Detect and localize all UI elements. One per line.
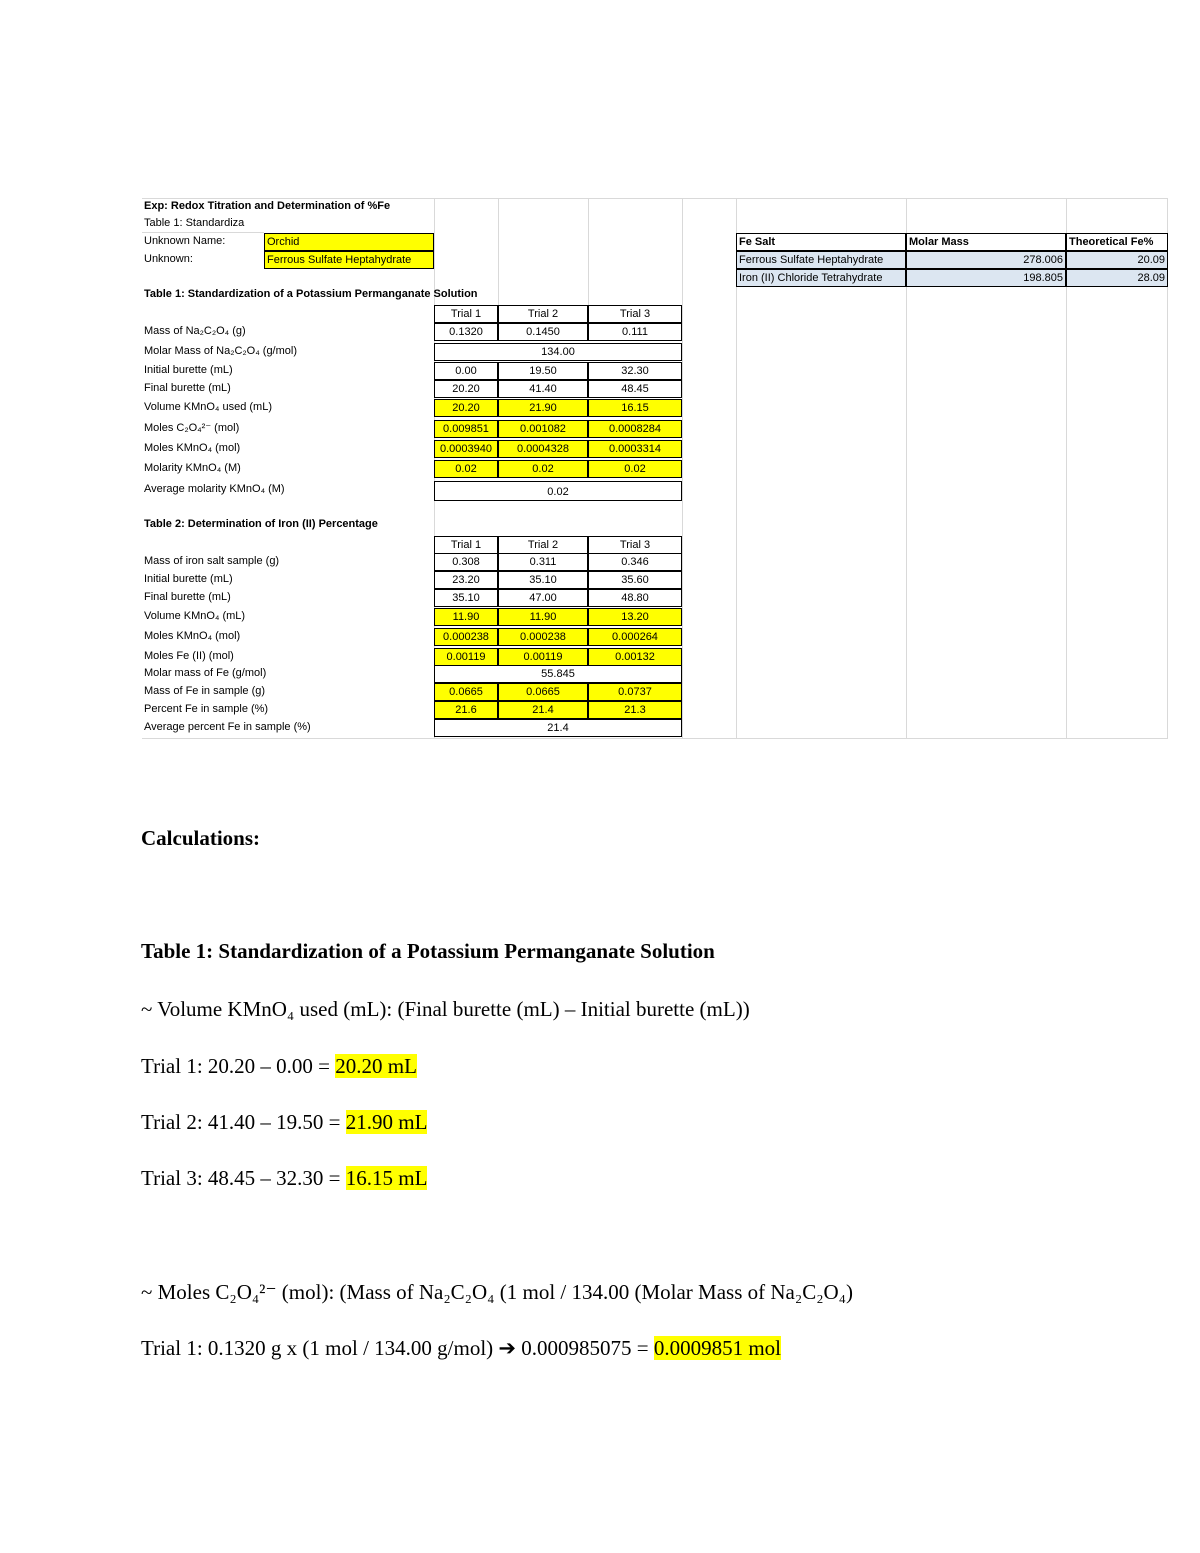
t2-moles-kmno4-value: 0.000238 — [498, 628, 588, 646]
side-row-molar-mass: 198.805 — [906, 269, 1066, 287]
t1-trial-header: Trial 1 — [434, 305, 498, 323]
t1-mass-value: 0.111 — [588, 323, 682, 341]
volume-formula: ~ Volume KMnO₄ used (mL): (Final burette (mL) – Initial burette (mL)) — [141, 997, 750, 1021]
t2-final-value: 35.10 — [434, 589, 498, 607]
t2-mass-fe-value: 0.0665 — [434, 683, 498, 701]
t2-mass-salt-value: 0.311 — [498, 553, 588, 571]
t2-volume-label: Volume KMnO₄ (mL) — [144, 610, 246, 622]
t1-initial-value: 32.30 — [588, 362, 682, 380]
moles-trial1-line — [141, 1336, 781, 1361]
side-row-molar-mass: 278.006 — [906, 251, 1066, 269]
t2-final-label: Final burette (mL) — [144, 591, 231, 603]
grid-line — [142, 738, 1168, 739]
t2-trial-header: Trial 3 — [588, 536, 682, 554]
t2-moles-fe-value: 0.00119 — [498, 648, 588, 666]
t2-initial-value: 35.60 — [588, 571, 682, 589]
t1-moles-kmno4-value: 0.0003314 — [588, 440, 682, 458]
trial1-result: 20.20 mL — [335, 1054, 417, 1078]
table1-short-label: Table 1: Standardiza — [142, 215, 264, 233]
t2-mass-fe-value: 0.0665 — [498, 683, 588, 701]
t1-trial-header: Trial 3 — [588, 305, 682, 323]
table2-title: Table 2: Determination of Iron (II) Percentage — [144, 518, 378, 530]
t2-percent-fe-value: 21.3 — [588, 701, 682, 719]
t1-final-value: 48.45 — [588, 380, 682, 398]
t2-moles-fe-value: 0.00119 — [434, 648, 498, 666]
side-header-theoretical: Theoretical Fe% — [1066, 233, 1168, 251]
t1-final-value: 41.40 — [498, 380, 588, 398]
t1-volume-value: 16.15 — [588, 399, 682, 417]
t2-volume-value: 11.90 — [434, 608, 498, 626]
t1-molar-mass-value: 134.00 — [434, 343, 682, 361]
t1-moles-kmno4-value: 0.0004328 — [498, 440, 588, 458]
moles-formula: ~ Moles C₂O₄²⁻ (mol): (Mass of Na₂C₂O₄ (1 mol / 134.00 (Molar Mass of Na₂C₂O₄) — [141, 1280, 854, 1304]
trial2-result: 21.90 mL — [345, 1110, 428, 1134]
side-row-name: Iron (II) Chloride Tetrahydrate — [736, 269, 906, 287]
t2-moles-kmno4-value: 0.000264 — [588, 628, 682, 646]
t2-trial-header: Trial 2 — [498, 536, 588, 554]
side-header-fe-salt: Fe Salt — [736, 233, 906, 251]
t2-moles-fe-label: Moles Fe (II) (mol) — [144, 650, 234, 662]
t1-molarity-value: 0.02 — [588, 460, 682, 478]
t1-moles-c2o4-label: Moles C₂O₄²⁻ (mol) — [144, 422, 240, 434]
t2-percent-fe-value: 21.6 — [434, 701, 498, 719]
t1-moles-c2o4-value: 0.009851 — [434, 420, 498, 438]
side-header-molar-mass: Molar Mass — [906, 233, 1066, 251]
trial1-calc: Trial 1: 20.20 – 0.00 = — [141, 1054, 336, 1078]
trial3-line — [141, 1166, 427, 1191]
t2-mass-salt-value: 0.346 — [588, 553, 682, 571]
t2-mass-fe-value: 0.0737 — [588, 683, 682, 701]
t1-molar-mass-label: Molar Mass of Na₂C₂O₄ (g/mol) — [144, 345, 298, 357]
t2-initial-value: 35.10 — [498, 571, 588, 589]
t1-mass-label: Mass of Na₂C₂O₄ (g) — [144, 325, 246, 337]
t1-initial-value: 19.50 — [498, 362, 588, 380]
trial1-line — [141, 1054, 417, 1079]
t1-moles-c2o4-value: 0.0008284 — [588, 420, 682, 438]
moles-trial1-result: 0.0009851 mol — [653, 1336, 782, 1360]
trial2-calc: Trial 2: 41.40 – 19.50 = — [141, 1110, 346, 1134]
t2-molar-mass-fe-label: Molar mass of Fe (g/mol) — [144, 667, 267, 679]
trial3-result: 16.15 mL — [345, 1166, 428, 1190]
t2-final-value: 48.80 — [588, 589, 682, 607]
side-row-theoretical: 20.09 — [1066, 251, 1168, 269]
t2-volume-value: 13.20 — [588, 608, 682, 626]
unknown-name-value: Orchid — [264, 233, 434, 251]
t2-mass-fe-label: Mass of Fe in sample (g) — [144, 685, 266, 697]
t2-avg-percent-value: 21.4 — [434, 719, 682, 737]
t1-molarity-value: 0.02 — [434, 460, 498, 478]
t1-volume-value: 21.90 — [498, 399, 588, 417]
t1-volume-value: 20.20 — [434, 399, 498, 417]
t1-avg-molarity-label: Average molarity KMnO₄ (M) — [144, 483, 285, 495]
t2-moles-kmno4-value: 0.000238 — [434, 628, 498, 646]
grid-line — [588, 198, 589, 306]
side-row-name: Ferrous Sulfate Heptahydrate — [736, 251, 906, 269]
table1-heading: Table 1: Standardization of a Potassium Permanganate Solution — [141, 939, 715, 963]
table1-title: Table 1: Standardization of a Potassium Permanganate Solution — [144, 288, 478, 300]
t1-volume-label: Volume KMnO₄ used (mL) — [144, 401, 272, 413]
unknown-value: Ferrous Sulfate Heptahydrate — [264, 251, 434, 269]
moles-trial1-calc: Trial 1: 0.1320 g x (1 mol / 134.00 g/mol) ➔ 0.000985075 = — [141, 1336, 654, 1360]
t1-avg-molarity-value: 0.02 — [434, 481, 682, 501]
t2-initial-label: Initial burette (mL) — [144, 573, 233, 585]
t1-mass-value: 0.1450 — [498, 323, 588, 341]
unknown-label: Unknown: — [144, 253, 193, 265]
t1-moles-kmno4-value: 0.0003940 — [434, 440, 498, 458]
t1-final-label: Final burette (mL) — [144, 382, 231, 394]
t1-initial-label: Initial burette (mL) — [144, 364, 233, 376]
t1-mass-value: 0.1320 — [434, 323, 498, 341]
trial3-calc: Trial 3: 48.45 – 32.30 = — [141, 1166, 346, 1190]
t2-percent-fe-value: 21.4 — [498, 701, 588, 719]
t1-moles-kmno4-label: Moles KMnO₄ (mol) — [144, 442, 241, 454]
t2-avg-percent-label: Average percent Fe in sample (%) — [144, 721, 311, 733]
t2-moles-kmno4-label: Moles KMnO₄ (mol) — [144, 630, 241, 642]
t1-moles-c2o4-value: 0.001082 — [498, 420, 588, 438]
t1-trial-header: Trial 2 — [498, 305, 588, 323]
side-row-theoretical: 28.09 — [1066, 269, 1168, 287]
trial2-line — [141, 1110, 427, 1135]
t2-moles-fe-value: 0.00132 — [588, 648, 682, 666]
t2-mass-salt-value: 0.308 — [434, 553, 498, 571]
t2-final-value: 47.00 — [498, 589, 588, 607]
exp-title: Exp: Redox Titration and Determination of %Fe — [144, 200, 391, 212]
t2-volume-value: 11.90 — [498, 608, 588, 626]
t2-percent-fe-label: Percent Fe in sample (%) — [144, 703, 269, 715]
t1-final-value: 20.20 — [434, 380, 498, 398]
t2-trial-header: Trial 1 — [434, 536, 498, 554]
t1-initial-value: 0.00 — [434, 362, 498, 380]
t1-molarity-label: Molarity KMnO₄ (M) — [144, 462, 241, 474]
t2-mass-salt-label: Mass of iron salt sample (g) — [144, 555, 280, 567]
unknown-name-label: Unknown Name: — [144, 235, 226, 247]
t1-molarity-value: 0.02 — [498, 460, 588, 478]
t2-initial-value: 23.20 — [434, 571, 498, 589]
grid-line — [682, 198, 683, 738]
calculations-heading: Calculations: — [141, 826, 261, 850]
t2-molar-mass-fe-value: 55.845 — [434, 665, 682, 683]
